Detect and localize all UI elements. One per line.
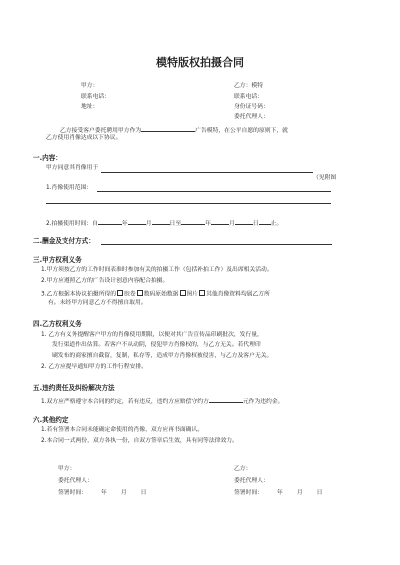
s3-item-2: 2.甲方应遵照乙方的广告设计创意内容配合拍摄。 bbox=[41, 278, 169, 284]
s3-item-3-cont: 有。未经甲方同意乙方不得擅自取用。 bbox=[48, 300, 147, 306]
party-b-id-label: 身份证号码： bbox=[234, 104, 269, 110]
start-year-blank[interactable] bbox=[98, 219, 122, 225]
s5-item-1: 1.双方应严格遵守本合同的约定，若有违反，违约方应赔偿守约方 元作为违约金。 bbox=[41, 399, 284, 405]
end-day-blank[interactable] bbox=[235, 219, 253, 225]
end-month-blank[interactable] bbox=[211, 219, 229, 225]
start-day-blank[interactable] bbox=[152, 219, 170, 225]
checkbox-film[interactable] bbox=[117, 290, 123, 296]
s4-item-2: 2. 乙方应提早通知甲方的工作行程安排。 bbox=[41, 364, 147, 370]
intro-line-1: 乙方接受客户委托聘用甲方作为 广告模特，在公平自愿的原则下，就 bbox=[60, 128, 288, 134]
usage-scope-line-1[interactable] bbox=[97, 191, 331, 192]
s4-item-1-line-2: 发行渠道作出估算。若客户不从动阴，侵犯甲方肖像权的，与乙方无关。若代理印 bbox=[52, 342, 261, 348]
contract-title: 模特版权拍摄合同 bbox=[156, 56, 244, 69]
party-a-phone-label: 联系电话： bbox=[81, 94, 110, 100]
s4-item-1-line-3: 刷发布的商家擅自截留，复制，私存等，造成甲方肖像权被侵害，与乙方及客户无关。 bbox=[52, 353, 273, 359]
s1-attachment-note: （见附图 bbox=[313, 175, 337, 181]
footer-party-b-date: 签署时间： 年 月 日 bbox=[234, 490, 323, 496]
model-role-blank[interactable] bbox=[141, 126, 195, 132]
s1-item-2: 2.拍摄使用时间：自 年 月 日至 年 月 日 止。 bbox=[46, 221, 283, 227]
section-3-heading: 三.甲方权利义务 bbox=[33, 256, 82, 264]
end-blank[interactable] bbox=[259, 219, 271, 225]
end-year-blank[interactable] bbox=[181, 219, 205, 225]
checkbox-other[interactable] bbox=[199, 290, 205, 296]
section-2-heading: 二.酬金及支付方式： bbox=[33, 237, 95, 245]
footer-party-a-agent: 委托代理人： bbox=[58, 478, 93, 484]
s4-item-1-line-1: 1. 乙方有义务提醒客户甲方的肖像使用期限，以便对其广告宣传品印刷批次，发行量， bbox=[41, 332, 263, 338]
section-1-heading: 一.内容： bbox=[33, 154, 62, 162]
section-5-heading: 五.违约责任及纠纷解决方法 bbox=[33, 384, 115, 392]
party-b-agent-label: 委托代理人： bbox=[234, 114, 269, 120]
s3-item-1: 1.甲方须按乙方的工作时间表准时参加有关的拍摄工作（包括补拍工作）及出席相关活动。 bbox=[41, 267, 273, 273]
checkbox-digital-raw[interactable] bbox=[137, 290, 143, 296]
usage-purpose-line[interactable] bbox=[101, 172, 313, 173]
party-a-address-label: 地址： bbox=[81, 104, 99, 110]
footer-party-a-date: 签署时间： 年 月 日 bbox=[58, 490, 147, 496]
s1-item-1: 1.肖像使用范围： bbox=[46, 185, 93, 191]
footer-party-b: 乙方： bbox=[234, 466, 252, 472]
section-6-heading: 六.其他约定 bbox=[33, 416, 69, 424]
party-b-value: 模特 bbox=[251, 83, 264, 89]
penalty-amount-blank[interactable] bbox=[209, 397, 243, 403]
footer-party-b-agent: 委托代理人： bbox=[234, 478, 269, 484]
party-b-label: 乙方：模特 bbox=[234, 83, 264, 89]
s3-item-3: 3.乙方根据本协议拍摄所得的 胶卷 数码原始数据 图片 其他肖像资料均属乙方所 bbox=[41, 291, 270, 298]
s1-usage-line: 甲方同意其肖像用于 bbox=[46, 165, 99, 171]
checkbox-pictures[interactable] bbox=[180, 290, 186, 296]
party-a-label: 甲方： bbox=[81, 83, 99, 89]
section-4-heading: 四.乙方权利义务 bbox=[33, 320, 82, 328]
s6-item-1: 1.若有签署本合同未能确定命使用的肖像，双方应再书面确认。 bbox=[41, 427, 204, 433]
s6-item-2: 2.本合同一式两份，双方各执一份，自双方签章后生效，具有同等法律效力。 bbox=[41, 438, 238, 444]
party-b-phone-label: 联系电话： bbox=[234, 94, 263, 100]
payment-line[interactable] bbox=[101, 244, 332, 245]
start-month-blank[interactable] bbox=[128, 219, 146, 225]
intro-line-2: 乙方使用肖像达成以下协议。 bbox=[46, 135, 122, 141]
usage-scope-line-2[interactable] bbox=[46, 203, 331, 204]
footer-party-a: 甲方： bbox=[58, 466, 76, 472]
